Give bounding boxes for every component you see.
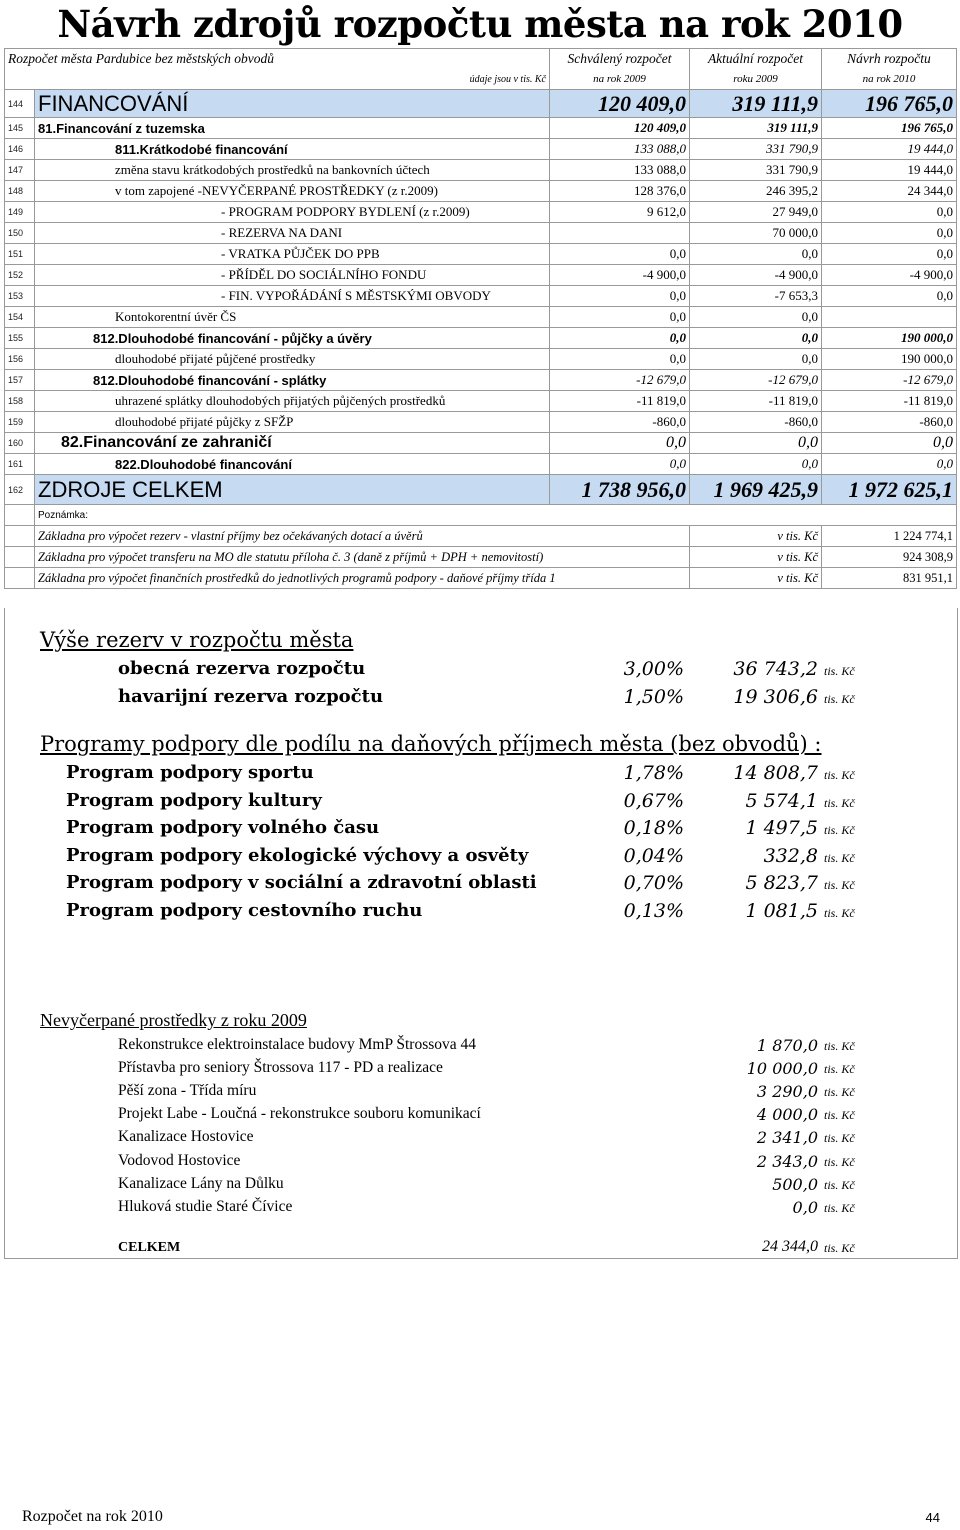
value-proposal-2010: 19 444,0 <box>822 160 957 181</box>
unspent-item-value: 500,0 <box>772 1174 818 1194</box>
program-label: Program podpory v sociální a zdravotní oblasti <box>66 872 537 893</box>
row-label: 82.Financování ze zahraničí <box>35 433 550 454</box>
value-approved-2009: 0,0 <box>550 328 690 349</box>
note-text: Základna pro výpočet finančních prostředků do jednotlivých programů podpory - daňové příjmy třída 1 <box>35 568 690 589</box>
value-approved-2009: 128 376,0 <box>550 181 690 202</box>
unspent-item-label: Rekonstrukce elektroinstalace budovy MmP Štrossova 44 <box>118 1036 477 1053</box>
table-row <box>5 475 957 505</box>
value-proposal-2010: 1 972 625,1 <box>822 475 957 505</box>
value-current-2009: -11 819,0 <box>690 391 822 412</box>
row-number: 157 <box>5 370 35 391</box>
table-row <box>5 433 957 454</box>
value-current-2009: 70 000,0 <box>690 223 822 244</box>
reserve-percent: 3,00% <box>623 658 684 680</box>
units-note: údaje jsou v tis. Kč <box>5 69 550 90</box>
unspent-item-unit: tis. Kč <box>824 1039 855 1053</box>
value-approved-2009: 133 088,0 <box>550 139 690 160</box>
unspent-item-value: 3 290,0 <box>756 1082 818 1102</box>
page-number: 44 <box>925 1510 940 1525</box>
reserve-label: havarijní rezerva rozpočtu <box>118 686 384 707</box>
notes-body <box>5 526 957 589</box>
row-label: - FIN. VYPOŘÁDÁNÍ S MĚSTSKÝMI OBVODY <box>35 286 550 307</box>
row-number: 149 <box>5 202 35 223</box>
table-row <box>5 265 957 286</box>
unspent-item-unit: tis. Kč <box>824 1108 855 1123</box>
unspent-item-value: 4 000,0 <box>756 1105 818 1125</box>
program-unit: tis. Kč <box>824 768 855 782</box>
page-title: Návrh zdrojů rozpočtu města na rok 2010 <box>57 2 903 46</box>
program-percent: 0,04% <box>623 844 684 867</box>
col-current-year: roku 2009 <box>690 69 822 90</box>
reserve-value: 36 743,2 <box>733 658 818 680</box>
program-percent: 0,13% <box>623 899 684 922</box>
program-unit: tis. Kč <box>824 850 855 865</box>
value-current-2009: -4 900,0 <box>690 265 822 286</box>
note-value: 831 951,1 <box>822 568 957 589</box>
row-label: uhrazené splátky dlouhodobých přijatých půjčených prostředků <box>35 391 550 412</box>
col-approved-header: Schválený rozpočet <box>550 49 690 70</box>
value-proposal-2010: -12 679,0 <box>822 370 957 391</box>
row-number: 144 <box>5 90 35 118</box>
unspent-item-label: Kanalizace Lány na Důlku <box>118 1174 284 1192</box>
unspent-item-label: Hluková studie Staré Čívice <box>118 1197 293 1215</box>
row-number: 145 <box>5 118 35 139</box>
value-proposal-2010: -4 900,0 <box>822 265 957 286</box>
row-number: 151 <box>5 244 35 265</box>
value-proposal-2010: 0,0 <box>822 223 957 244</box>
table-row <box>5 118 957 139</box>
note-text: Základna pro výpočet transferu na MO dle statutu příloha č. 3 (daně z příjmů + DPH + nemovitostí) <box>35 547 690 568</box>
row-label: dlouhodobé přijaté půjčky z SFŽP <box>35 412 550 433</box>
unspent-item-label: Projekt Labe - Loučná - rekonstrukce souboru komunikací <box>118 1105 481 1123</box>
row-number: 162 <box>5 475 35 505</box>
row-number: 156 <box>5 349 35 370</box>
value-current-2009: 319 111,9 <box>690 118 822 139</box>
table-row <box>5 139 957 160</box>
unspent-total-value: 24 344,0 <box>762 1238 818 1255</box>
value-approved-2009: 0,0 <box>550 433 690 454</box>
note-row <box>5 526 957 547</box>
program-percent: 1,78% <box>623 762 684 784</box>
note-unit: v tis. Kč <box>690 547 822 568</box>
value-current-2009: -12 679,0 <box>690 370 822 391</box>
table-row <box>5 349 957 370</box>
footer-left: Rozpočet na rok 2010 <box>22 1508 163 1525</box>
reserve-percent: 1,50% <box>623 686 684 708</box>
value-proposal-2010: 0,0 <box>822 286 957 307</box>
program-percent: 0,70% <box>623 872 684 894</box>
value-proposal-2010 <box>822 307 957 328</box>
value-approved-2009: 0,0 <box>550 307 690 328</box>
value-proposal-2010: 0,0 <box>822 433 957 454</box>
value-approved-2009: -12 679,0 <box>550 370 690 391</box>
col-proposal-header: Návrh rozpočtu <box>822 49 957 70</box>
value-proposal-2010: 24 344,0 <box>822 181 957 202</box>
value-current-2009: 0,0 <box>690 307 822 328</box>
table-body <box>5 90 957 505</box>
value-approved-2009: -11 819,0 <box>550 391 690 412</box>
row-label: v tom zapojené -NEVYČERPANÉ PROSTŘEDKY (z r.2009) <box>35 181 550 202</box>
value-current-2009: 0,0 <box>690 244 822 265</box>
program-value: 5 823,7 <box>745 872 818 894</box>
value-approved-2009: 0,0 <box>550 244 690 265</box>
row-label: - REZERVA NA DANI <box>35 223 550 244</box>
value-proposal-2010: 0,0 <box>822 454 957 475</box>
unspent-item-value: 2 343,0 <box>756 1151 818 1171</box>
unspent-total-unit: tis. Kč <box>824 1241 855 1255</box>
unspent-total-label: CELKEM <box>118 1240 181 1255</box>
unspent-item-label: Přístavba pro seniory Štrossova 117 - PD a realizace <box>118 1059 443 1077</box>
row-number: 147 <box>5 160 35 181</box>
unspent-item-value: 1 870,0 <box>756 1036 818 1055</box>
reserve-label: obecná rezerva rozpočtu <box>118 658 366 679</box>
row-number: 150 <box>5 223 35 244</box>
program-value: 332,8 <box>763 844 818 867</box>
row-label: - VRATKA PŮJČEK DO PPB <box>35 244 550 265</box>
value-proposal-2010: 196 765,0 <box>822 118 957 139</box>
note-value: 924 308,9 <box>822 547 957 568</box>
program-label: Program podpory cestovního ruchu <box>66 899 423 921</box>
note-row <box>5 547 957 568</box>
value-proposal-2010: -11 819,0 <box>822 391 957 412</box>
value-approved-2009: 120 409,0 <box>550 90 690 118</box>
value-approved-2009: 0,0 <box>550 349 690 370</box>
value-approved-2009: 120 409,0 <box>550 118 690 139</box>
row-number: 148 <box>5 181 35 202</box>
row-number: 154 <box>5 307 35 328</box>
value-current-2009: -7 653,3 <box>690 286 822 307</box>
value-current-2009: 246 395,2 <box>690 181 822 202</box>
unspent-item-unit: tis. Kč <box>824 1154 855 1169</box>
note-unit: v tis. Kč <box>690 526 822 547</box>
unspent-item-value: 2 341,0 <box>756 1128 818 1148</box>
row-label: 81.Financování z tuzemska <box>35 118 550 139</box>
value-proposal-2010: 190 000,0 <box>822 328 957 349</box>
row-number: 146 <box>5 139 35 160</box>
program-percent: 0,67% <box>623 789 684 812</box>
row-number: 161 <box>5 454 35 475</box>
value-approved-2009: 1 738 956,0 <box>550 475 690 505</box>
program-label: Program podpory ekologické výchovy a osvěty <box>66 844 529 866</box>
header-row-2 <box>5 69 957 90</box>
program-label: Program podpory sportu <box>66 762 314 783</box>
unspent-item-value: 10 000,0 <box>746 1059 818 1079</box>
row-label: - PROGRAM PODPORY BYDLENÍ (z r.2009) <box>35 202 550 223</box>
table-row <box>5 223 957 244</box>
table-row <box>5 328 957 349</box>
row-label: 822.Dlouhodobé financování <box>35 454 550 475</box>
row-label: dlouhodobé přijaté půjčené prostředky <box>35 349 550 370</box>
row-number: 152 <box>5 265 35 286</box>
value-proposal-2010: 190 000,0 <box>822 349 957 370</box>
row-label: ZDROJE CELKEM <box>35 475 550 505</box>
program-value: 14 808,7 <box>733 762 818 784</box>
program-percent: 0,18% <box>623 817 684 839</box>
row-label: 812.Dlouhodobé financování - půjčky a úvěry <box>35 328 550 349</box>
value-proposal-2010: 19 444,0 <box>822 139 957 160</box>
program-label: Program podpory volného času <box>66 817 380 838</box>
table-row <box>5 454 957 475</box>
financing-table <box>4 48 957 589</box>
value-current-2009: 0,0 <box>690 454 822 475</box>
unspent-title: Nevyčerpané prostředky z roku 2009 <box>40 1010 307 1030</box>
program-unit: tis. Kč <box>824 905 855 920</box>
col-current-header: Aktuální rozpočet <box>690 49 822 70</box>
unspent-item-unit: tis. Kč <box>824 1177 855 1192</box>
program-value: 1 081,5 <box>745 899 818 922</box>
table-row <box>5 391 957 412</box>
row-label: FINANCOVÁNÍ <box>35 90 550 118</box>
row-label: změna stavu krátkodobých prostředků na bankovních účtech <box>35 160 550 181</box>
row-label: Kontokorentní úvěr ČS <box>35 307 550 328</box>
unspent-item-unit: tis. Kč <box>824 1131 855 1146</box>
unspent-item-unit: tis. Kč <box>824 1085 855 1100</box>
value-current-2009: 0,0 <box>690 349 822 370</box>
value-proposal-2010: 0,0 <box>822 244 957 265</box>
program-unit: tis. Kč <box>824 878 855 892</box>
row-number: 155 <box>5 328 35 349</box>
value-current-2009: 0,0 <box>690 433 822 454</box>
note-text: Základna pro výpočet rezerv - vlastní příjmy bez očekávaných dotací a úvěrů <box>35 526 690 547</box>
value-approved-2009: 0,0 <box>550 286 690 307</box>
header-row <box>5 49 957 70</box>
col-proposal-year: na rok 2010 <box>822 69 957 90</box>
table-row <box>5 412 957 433</box>
unspent-item-value: 0,0 <box>792 1197 818 1217</box>
note-row <box>5 568 957 589</box>
row-number: 159 <box>5 412 35 433</box>
reserve-unit: tis. Kč <box>824 664 855 678</box>
reserve-unit: tis. Kč <box>824 692 855 706</box>
program-unit: tis. Kč <box>824 823 855 837</box>
table-row <box>5 370 957 391</box>
table-row <box>5 160 957 181</box>
row-number: 153 <box>5 286 35 307</box>
notes-label: Poznámka: <box>35 505 957 526</box>
program-value: 5 574,1 <box>745 789 818 812</box>
table-subtitle: Rozpočet města Pardubice bez městských obvodů <box>5 49 550 70</box>
value-current-2009: 331 790,9 <box>690 139 822 160</box>
reserves-title: Výše rezerv v rozpočtu města <box>40 628 354 652</box>
row-number: 160 <box>5 433 35 454</box>
value-approved-2009: 133 088,0 <box>550 160 690 181</box>
table-row <box>5 181 957 202</box>
row-number: 158 <box>5 391 35 412</box>
value-approved-2009: 9 612,0 <box>550 202 690 223</box>
row-label: 812.Dlouhodobé financování - splátky <box>35 370 550 391</box>
program-unit: tis. Kč <box>824 795 855 810</box>
value-current-2009: -860,0 <box>690 412 822 433</box>
value-approved-2009: 0,0 <box>550 454 690 475</box>
note-value: 1 224 774,1 <box>822 526 957 547</box>
unspent-item-label: Pěší zona - Třída míru <box>118 1082 257 1100</box>
unspent-item-unit: tis. Kč <box>824 1062 855 1077</box>
value-current-2009: 1 969 425,9 <box>690 475 822 505</box>
row-label: - PŘÍDĚL DO SOCIÁLNÍHO FONDU <box>35 265 550 286</box>
table-row <box>5 202 957 223</box>
note-unit: v tis. Kč <box>690 568 822 589</box>
value-approved-2009: -860,0 <box>550 412 690 433</box>
row-label: 811.Krátkodobé financování <box>35 139 550 160</box>
value-proposal-2010: 0,0 <box>822 202 957 223</box>
col-approved-year: na rok 2009 <box>550 69 690 90</box>
value-current-2009: 27 949,0 <box>690 202 822 223</box>
value-approved-2009: -4 900,0 <box>550 265 690 286</box>
value-proposal-2010: -860,0 <box>822 412 957 433</box>
value-current-2009: 0,0 <box>690 328 822 349</box>
table-row <box>5 90 957 118</box>
table-row <box>5 244 957 265</box>
value-current-2009: 319 111,9 <box>690 90 822 118</box>
notes-label-row <box>5 505 957 526</box>
programs-title: Programy podpory dle podílu na daňových příjmech města (bez obvodů) : <box>40 732 822 756</box>
value-approved-2009 <box>550 223 690 244</box>
program-label: Program podpory kultury <box>66 789 322 811</box>
unspent-item-label: Vodovod Hostovice <box>118 1151 241 1169</box>
unspent-item-label: Kanalizace Hostovice <box>118 1128 254 1146</box>
table-row <box>5 286 957 307</box>
table-row <box>5 307 957 328</box>
value-proposal-2010: 196 765,0 <box>822 90 957 118</box>
value-current-2009: 331 790,9 <box>690 160 822 181</box>
unspent-item-unit: tis. Kč <box>824 1200 855 1215</box>
reserve-value: 19 306,6 <box>733 686 818 708</box>
program-value: 1 497,5 <box>745 817 818 839</box>
